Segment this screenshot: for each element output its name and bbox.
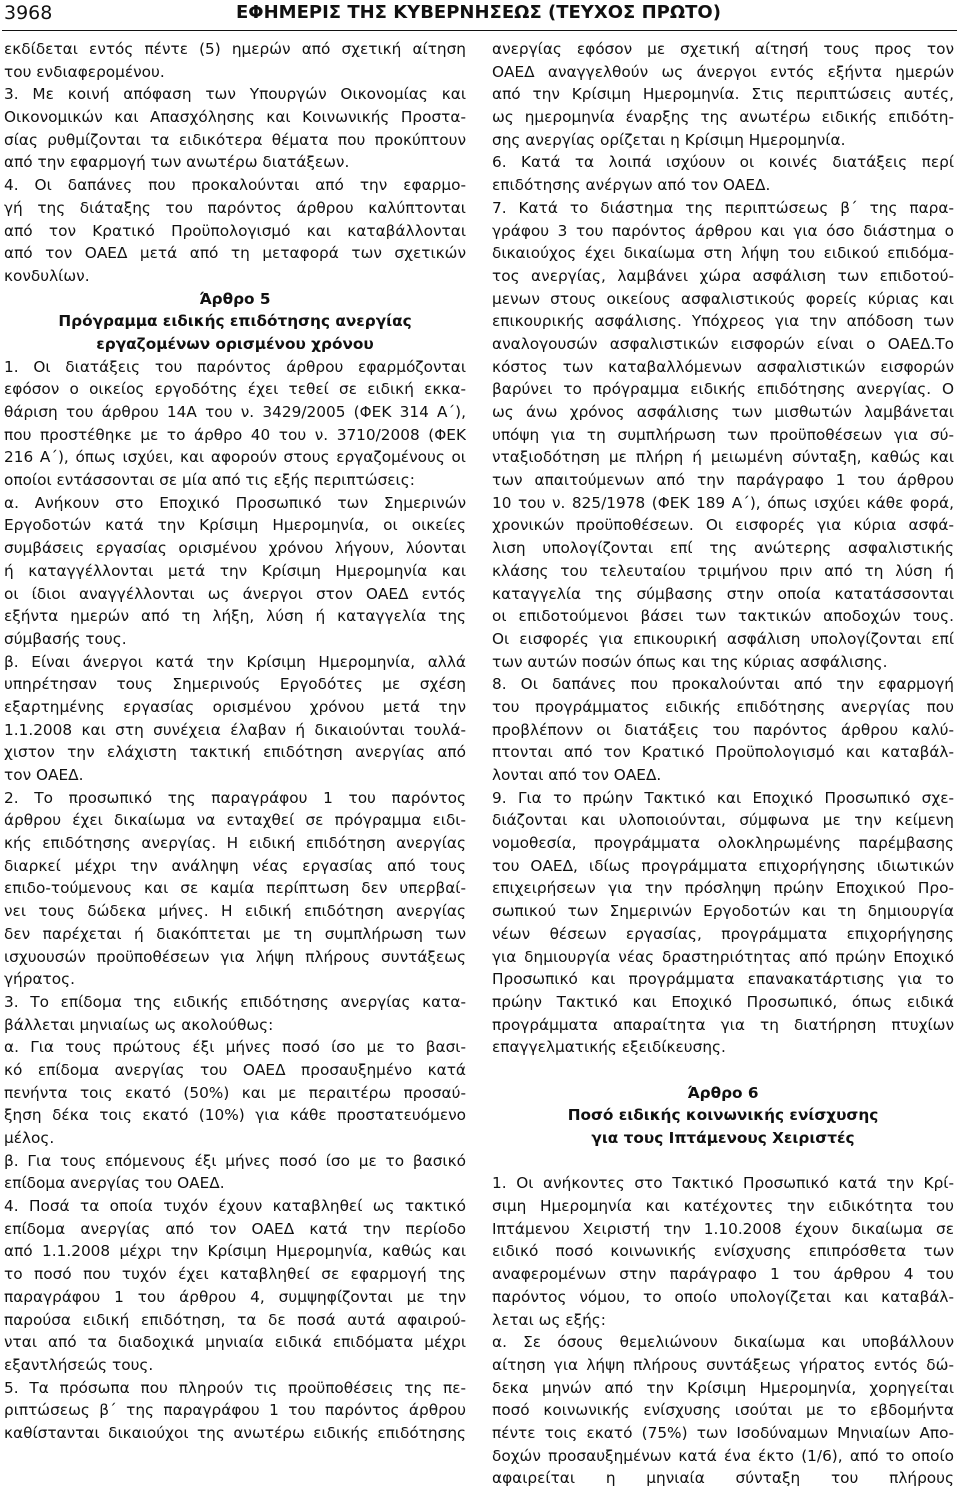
text-line: ως ημερομηνία έναρξης της ανωτέρω ειδικής επιδότη- bbox=[492, 108, 954, 127]
text-line: 3. Με κοινή απόφαση των Υπουργών Οικονομίας και bbox=[4, 85, 466, 104]
article-heading-line: Άρθρο 5 bbox=[199, 289, 271, 308]
text-line: σης ανεργίας ορίζεται η Κρίσιμη Ημερομηνία. bbox=[492, 130, 846, 149]
text-line: ριπτώσεως β΄ της παραγράφου 1 του παρόντος άρθρου bbox=[4, 1401, 466, 1420]
text-line: επιχειρήσεων για την πρόσληψη πρώην Εποχικού Προ- bbox=[492, 879, 954, 898]
text-line: β. Είναι άνεργοι κατά την Κρίσιμη Ημερομηνία, αλλά bbox=[4, 652, 466, 671]
text-line: από την εφαρμογή των ανωτέρω διατάξεων. bbox=[4, 153, 350, 172]
text-line: των απαιτούμενων από την παράγραφο 1 του άρθρου bbox=[492, 471, 954, 490]
text-line: 9. Για το πρώην Τακτικό και Εποχικό Προσωπικό σχε- bbox=[492, 788, 954, 807]
text-line: ή καταγγέλλονται μετά την Κρίσιμη Ημερομηνία και bbox=[4, 561, 466, 580]
text-line: σιμη Ημερομηνία και κατέχοντες την ειδικότητα του bbox=[492, 1197, 954, 1216]
article-heading-line: Ποσό ειδικής κοινωνικής ενίσχυσης bbox=[567, 1106, 879, 1125]
text-line: κής επιδότησης ανεργίας. Η ειδική επιδότηση ανεργίας bbox=[4, 834, 466, 853]
text-line: επαγγελματικής εξειδίκευσης. bbox=[492, 1038, 726, 1057]
text-line: β. Για τους επόμενους έξι μήνες ποσό ίσο με το βασικό bbox=[4, 1151, 466, 1170]
right-column bbox=[492, 38, 954, 1490]
text-line: ισχυουσών προϋποθέσεων για λήψη πλήρους συντάξεως bbox=[4, 947, 466, 966]
text-line bbox=[492, 1059, 954, 1082]
text-line: προγράμματα απαραίτητα για τη διατήρηση πτυχίων bbox=[492, 1015, 954, 1034]
text-line: 1. Οι διατάξεις του παρόντος άρθρου εφαρμόζονται bbox=[4, 357, 466, 376]
text-line: 4. Ποσά τα οποία τυχόν έχουν καταβληθεί ως τακτικό bbox=[4, 1197, 466, 1216]
text-line: δεν παρέχεται ή διακόπτεται με τη συμπλήρωση των bbox=[4, 924, 466, 943]
text-line: 2. Το προσωπικό της παραγράφου 1 του παρόντος bbox=[4, 788, 466, 807]
text-line: επιδο-τούμενους και σε καμία περίπτωση δεν υπερβαί- bbox=[4, 879, 466, 898]
text-line: εφόσον ο οικείος εργοδότης έχει τεθεί σε ειδική εκκα- bbox=[4, 380, 466, 399]
text-line: αναφερομένων στην παράγραφο 1 του άρθρου 4 του bbox=[492, 1265, 954, 1284]
text-line: δεκα μηνών από την Κρίσιμη Ημερομηνία, χορηγείται bbox=[492, 1378, 954, 1397]
text-line: σίας ρυθμίζονται τα ειδικότερα θέματα που προκύπτουν bbox=[4, 130, 466, 149]
text-line: οι επιδοτούμενοι βάσει των τακτικών αποδοχών τους. bbox=[492, 607, 954, 626]
text-line: συμβάσεις εργασίας ορισμένου χρόνου λήγουν, λύονται bbox=[4, 539, 466, 558]
text-line: εξαρτημένης εργασίας ορισμένου χρόνου μετά την bbox=[4, 697, 466, 716]
text-line: Οικονομικών και Απασχόλησης και Κοινωνικής Προστα- bbox=[4, 108, 466, 127]
text-line: ανεργίας εφόσον με σχετική αίτησή τους προς τον bbox=[492, 40, 954, 58]
text-line: προβλέπονν οι διατάξεις του παρόντος άρθρου καλύ- bbox=[492, 720, 954, 739]
text-line: αναλογουσών ασφαλιστικών εισφορών είναι ο ΟΑΕΔ.Το bbox=[492, 334, 954, 353]
text-line: παρόντος νόμου, το οποίο υπολογίζεται και καταβάλ- bbox=[492, 1287, 954, 1306]
text-line: α. Για τους πρώτους έξι μήνες ποσό ίσο με το βασι- bbox=[4, 1038, 466, 1057]
text-line: καταγγελία της σύμβασης στην οποία κατατάσσονται bbox=[492, 584, 954, 603]
text-line: λονται από τον ΟΑΕΔ. bbox=[492, 766, 662, 784]
text-line: σωπικού των Σημερινών Εργοδοτών και τη δημιουργία bbox=[492, 902, 954, 921]
text-line: γή της διάταξης του παρόντος άρθρου καλύπτονται bbox=[4, 198, 466, 217]
text-line: κλάσης του τελευταίου τριμήνου πριν από τη λύση ή bbox=[492, 561, 954, 580]
text-line: άρθρου έχει δικαίωμα να ενταχθεί σε πρόγραμμα ειδι- bbox=[4, 811, 466, 830]
text-line: κόστος των καταβαλλόμενων ασφαλιστικών εισφορών bbox=[492, 357, 954, 376]
text-line: 6. Κατά τα λοιπά ισχύουν οι κοινές διατάξεις περί bbox=[492, 153, 954, 172]
text-line: λιση υπολογίζονται επί της ανώτερης ασφαλιστικής bbox=[492, 539, 954, 558]
text-line: 1. Οι ανήκοντες στο Τακτικό Προσωπικό κατά την Κρί- bbox=[492, 1174, 954, 1193]
text-line: 7. Κατά το διάστημα της περιπτώσεως β΄ της παρα- bbox=[492, 198, 954, 217]
text-line: γράφου 3 του παρόντος άρθρου και για όσο διάστημα ο bbox=[492, 221, 954, 240]
text-line: 5. Τα πρόσωπα που πληρούν τις προϋποθέσεις της πε- bbox=[4, 1378, 466, 1397]
text-line: χρονικών προϋποθέσεων. Οι εισφορές για κύρια ασφά- bbox=[492, 516, 954, 535]
page-number: 3968 bbox=[4, 2, 53, 24]
page-header bbox=[0, 0, 960, 34]
text-line: των αυτών ποσών όπως και της κύριας ασφάλισης. bbox=[492, 652, 888, 671]
text-line: πενήντα τοις εκατό (50%) και με περαιτέρω προσαύ- bbox=[4, 1083, 466, 1102]
text-line: εξαντλήσεώς τους. bbox=[4, 1355, 154, 1374]
text-line bbox=[492, 1150, 954, 1173]
text-line: από τον Κρατικό Προϋπολογισμό και καταβάλλονται bbox=[4, 221, 466, 240]
text-line: πτονται από τον Κρατικό Προϋπολογισμό και καταβάλ- bbox=[492, 743, 954, 762]
text-line: νομοθεσία, προγράμματα ολοκληρωμένης παρέμβασης bbox=[492, 834, 954, 853]
text-line: παραγράφου 1 του άρθρου 4, συμψηφίζονται με την bbox=[4, 1287, 466, 1306]
left-column bbox=[4, 38, 466, 1445]
text-line: 8. Οι δαπάνες που προκαλούνται από την εφαρμογή bbox=[492, 675, 954, 694]
text-line: από τον ΟΑΕΔ μετά από τη μεταφορά των σχετικών bbox=[4, 244, 466, 263]
text-line: επιδότησης ανέργων από τον ΟΑΕΔ. bbox=[492, 176, 771, 195]
text-line: Προσωπικό και προγράμματα επανακατάρτισης για το bbox=[492, 970, 954, 989]
text-line: καθίστανται δικαιούχοι της ανωτέρω ειδικής επιδότησης bbox=[4, 1423, 466, 1442]
text-line: α. Ανήκουν στο Εποχικό Προσωπικό των Σημερινών bbox=[4, 493, 466, 512]
text-line: α. Σε όσους θεμελιώνουν δικαίωμα και υποβάλλουν bbox=[492, 1333, 954, 1352]
text-line: 216 Α΄), όπως ισχύει, και αφορούν στους εργαζομένους οι bbox=[4, 448, 466, 467]
text-line: οι ίδιοι αναγγέλλονται ως άνεργοι στον ΟΑΕΔ εντός bbox=[4, 584, 466, 603]
text-line: νται από τα διαδοχικά μηνιαία ειδικά επιδόματα μέχρι bbox=[4, 1333, 466, 1352]
article-heading-line: Πρόγραμμα ειδικής επιδότησης ανεργίας bbox=[58, 312, 412, 331]
text-line: κονδυλίων. bbox=[4, 266, 90, 285]
text-line: αφαιρείται η μηνιαία σύνταξη του πλήρους bbox=[492, 1469, 954, 1488]
text-line: διαρκεί μέχρι την ανάληψη νέας εργασίας από τους bbox=[4, 856, 466, 875]
text-line: μέλος. bbox=[4, 1129, 55, 1147]
text-line: εξήντα ημερών από τη λήξη, λύση ή καταγγελία της bbox=[4, 607, 466, 626]
text-line: Ιπτάμενου Χειριστή την 1.10.2008 έχουν δικαίωμα σε bbox=[492, 1219, 954, 1238]
text-line: του ενδιαφερομένου. bbox=[4, 62, 165, 81]
article-heading-line: για τους Ιπτάμενους Χειριστές bbox=[591, 1129, 855, 1147]
text-line: βαρύνει το πρόγραμμα ειδικής επιδότησης ανεργίας. Ο bbox=[492, 380, 954, 399]
text-line: χιστον την ελάχιστη τακτική επιδότηση ανεργίας από bbox=[4, 743, 466, 762]
text-line: του προγράμματος ειδικής επιδότησης ανεργίας που bbox=[492, 697, 954, 716]
text-line: από 1.1.2008 μέχρι την Κρίσιμη Ημερομηνία, καθώς και bbox=[4, 1242, 466, 1261]
text-line: το ποσό που τυχόν έχει καταβληθεί σε εφαρμογή της bbox=[4, 1265, 466, 1284]
text-line: από την Κρίσιμη Ημερομηνία. Στις περιπτώσεις αυτές, bbox=[492, 85, 954, 104]
text-line: πέντε τοις εκατό (75%) των Ισοδύναμων Μηνιαίων Απο- bbox=[492, 1423, 954, 1442]
text-line: νταξιοδότηση με πλήρη ή μειωμένη σύνταξη, καθώς και bbox=[492, 448, 954, 467]
text-line: επίδομα ανεργίας από τον ΟΑΕΔ κατά την περίοδο bbox=[4, 1219, 466, 1238]
text-line: 3. Το επίδομα της ειδικής επιδότησης ανεργίας κατα- bbox=[4, 992, 466, 1011]
text-line: διάζονται και υλοποιούνται, σύμφωνα με την κείμενη bbox=[492, 811, 954, 830]
gazette-title: ΕΦΗΜΕΡΙΣ ΤΗΣ ΚΥΒΕΡΝΗΣΕΩΣ (ΤΕΥΧΟΣ ΠΡΩΤΟ) bbox=[236, 2, 721, 23]
text-line: τον ΟΑΕΔ. bbox=[4, 766, 84, 784]
text-line: που προστέθηκε με το άρθρο 40 του ν. 3710/2008 (ΦΕΚ bbox=[4, 425, 466, 444]
text-line: 10 του ν. 825/1978 (ΦΕΚ 189 Α΄), όπως ισχύει κάθε φορά, bbox=[492, 493, 954, 512]
text-line: επικουρικής ασφάλισης. Υπόχρεος για την απόδοση των bbox=[492, 312, 954, 331]
text-line: ΟΑΕΔ αναγγελθούν ως άνεργοι εντός εξήντα ημερών bbox=[492, 62, 954, 81]
text-line: δοχών προσαυξημένων κατά ένα έκτο (1/6), από το οποίο bbox=[492, 1446, 954, 1465]
text-line: μενων στους οικείους ασφαλιστικούς φορείς κύριας και bbox=[492, 289, 954, 308]
text-line: οποίοι εντάσσονται σε μία από τις εξής περιπτώσεις: bbox=[4, 471, 415, 490]
text-line: ξηση δέκα τοις εκατό (10%) για κάθε προστατευόμενο bbox=[4, 1106, 466, 1125]
text-line: λεται ως εξής: bbox=[492, 1310, 606, 1329]
text-line: πρώην Τακτικό και Εποχικό Προσωπικό, όπως ειδικά bbox=[492, 992, 954, 1011]
text-line: ποσό κοινωνικής ενίσχυσης ισούται με το εβδομήντα bbox=[492, 1401, 954, 1420]
article-heading-line: εργαζομένων ορισμένου χρόνου bbox=[96, 334, 374, 353]
text-line: ειδικό ποσό κοινωνικής ενίσχυσης επιπρόσθετα των bbox=[492, 1242, 954, 1261]
text-line: 1.1.2008 και στη συνέχεια έλαβαν ή δικαιούνται τουλά- bbox=[4, 720, 466, 739]
text-line: Οι εισφορές για επικουρική ασφάλιση υπολογίζονται επί bbox=[492, 629, 954, 648]
header-rule bbox=[2, 30, 957, 31]
text-line: επίδομα ανεργίας του ΟΑΕΔ. bbox=[4, 1174, 225, 1193]
text-line: υπηρέτησαν τους Σημερινούς Εργοδότες με σχέση bbox=[4, 675, 466, 694]
text-line: δικαιούχος έχει δικαίωμα στη λήψη του ειδικού επιδόμα- bbox=[492, 244, 954, 263]
text-line: Εργοδοτών κατά την Κρίσιμη Ημερομηνία, οι οικείες bbox=[4, 516, 466, 535]
text-line: τος ανεργίας, λαμβάνει χώρα ασφάλιση των επιδοτού- bbox=[492, 266, 954, 285]
text-line: βάλλεται μηνιαίως ως ακολούθως: bbox=[4, 1015, 274, 1034]
text-line: νει τους δώδεκα μήνες. Η ειδική επιδότηση ανεργίας bbox=[4, 902, 466, 921]
text-line: γήρατος. bbox=[4, 970, 75, 989]
text-line: ως άνω χρόνος ασφάλισης των μισθωτών λαμβάνεται bbox=[492, 403, 954, 421]
text-line: εκδίδεται εντός πέντε (5) ημερών από σχετική αίτηση bbox=[4, 40, 466, 58]
text-line: παρούσα ειδική επιδότηση, τα δε ποσά αυτά αφαιρού- bbox=[4, 1310, 466, 1329]
text-line: 4. Οι δαπάνες που προκαλούνται από την εφαρμο- bbox=[4, 176, 466, 195]
text-line: υπόψη για τη συμπλήρωση των προϋποθέσεων για σύ- bbox=[492, 425, 954, 444]
text-line: θάριση του άρθρου 14Α του ν. 3429/2005 (ΦΕΚ 314 Α΄), bbox=[4, 403, 466, 421]
text-line: για δημιουργία νέας δραστηριότητας από πρώην Εποχικό bbox=[492, 947, 954, 966]
text-line: νέων θέσεων εργασίας, προγράμματα επιχορήγησης bbox=[492, 924, 954, 943]
text-line: κό επίδομα ανεργίας του ΟΑΕΔ προσαυξημένο κατά bbox=[4, 1060, 466, 1079]
article-heading-line: Άρθρο 6 bbox=[687, 1083, 759, 1102]
text-line: αίτηση για λήψη πλήρους συντάξεως γήρατος εντός δώ- bbox=[492, 1355, 954, 1374]
text-line: του ΟΑΕΔ, ιδίως προγράμματα επιχορήγησης ιδιωτικών bbox=[492, 856, 954, 875]
text-line: σύμβασής τους. bbox=[4, 629, 127, 648]
